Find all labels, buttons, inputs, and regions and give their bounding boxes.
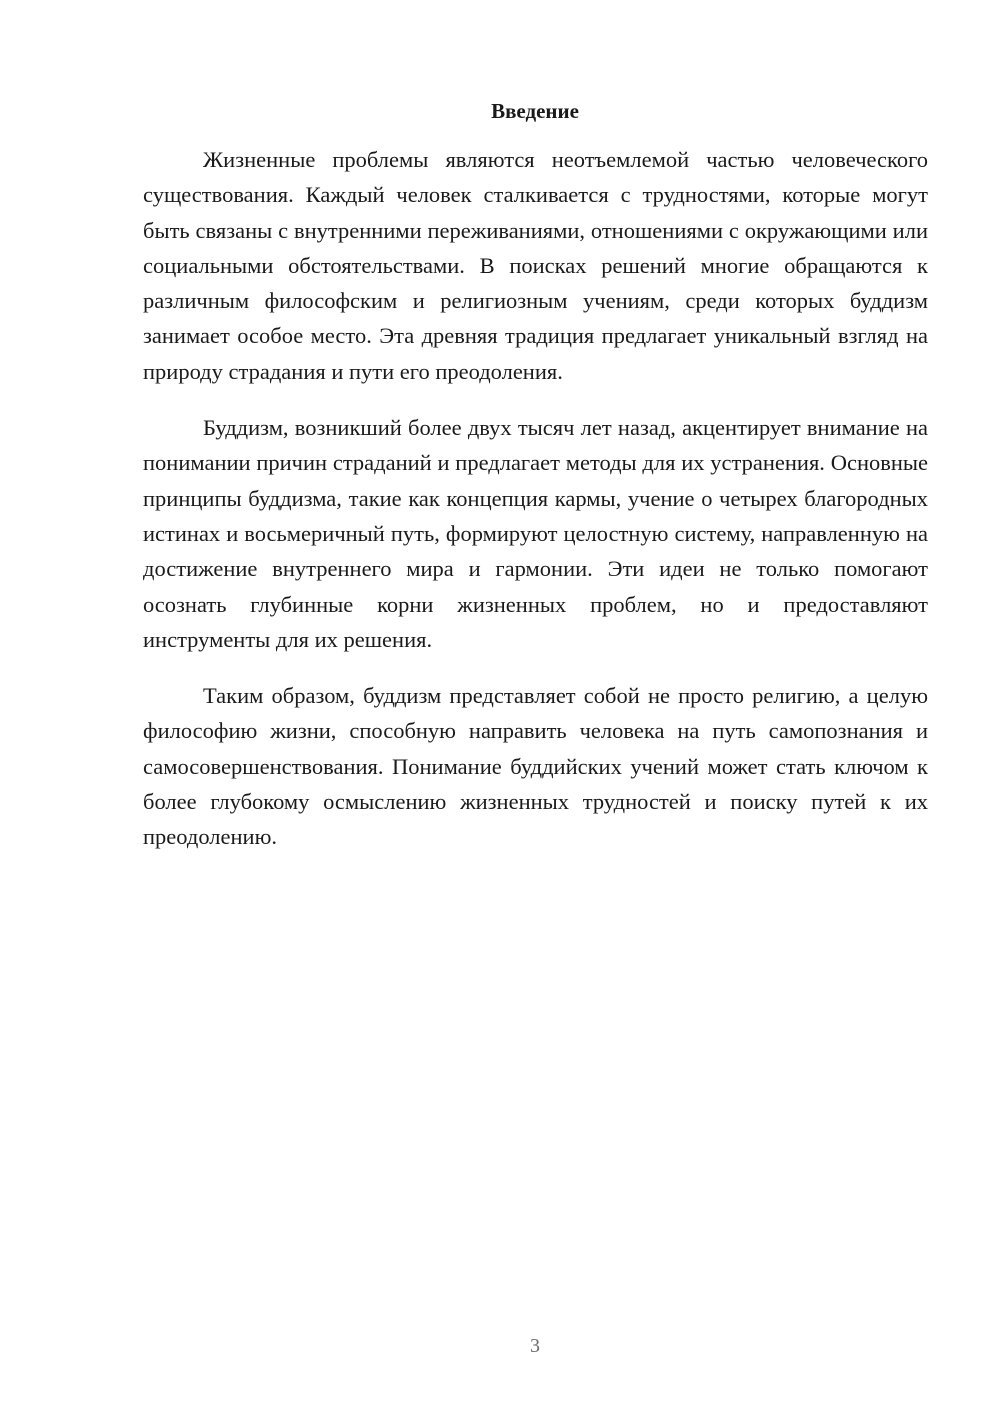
page-number: 3 [530,1335,540,1357]
paragraph-3: Таким образом, буддизм представляет собой не просто религию, а целую философию жизни, способную направить человека на путь самопознания и самосовершенствования. Понимание буддийских учений может стать ключом к более глубокому осмыслению жизненных трудностей и поиску путей к их преодолению. [143,683,928,850]
section-heading: Введение [491,99,579,123]
paragraph-1: Жизненные проблемы являются неотъемлемой частью человеческого существования. Каждый человек сталкивается с трудностями, которые могут быть связаны с внутренними переживаниями, отношениями с окружающими или социальными обстоятельствами. В поисках решений многие обращаются к различным философским и религиозным учениям, среди которых буддизм занимает особое место. Эта древняя традиция предлагает уникальный взгляд на природу страдания и пути его преодоления. [143,147,928,384]
paragraph-2: Буддизм, возникший более двух тысяч лет назад, акцентирует внимание на понимании причин страданий и предлагает методы для их устранения. Основные принципы буддизма, такие как концепция кармы, учение о четырех благородных истинах и восьмеричный путь, формируют целостную систему, направленную на достижение внутреннего мира и гармонии. Эти идеи не только помогают осознать глубинные корни жизненных проблем, но и предоставляют инструменты для их решения. [143,415,928,652]
body-text [143,142,928,855]
